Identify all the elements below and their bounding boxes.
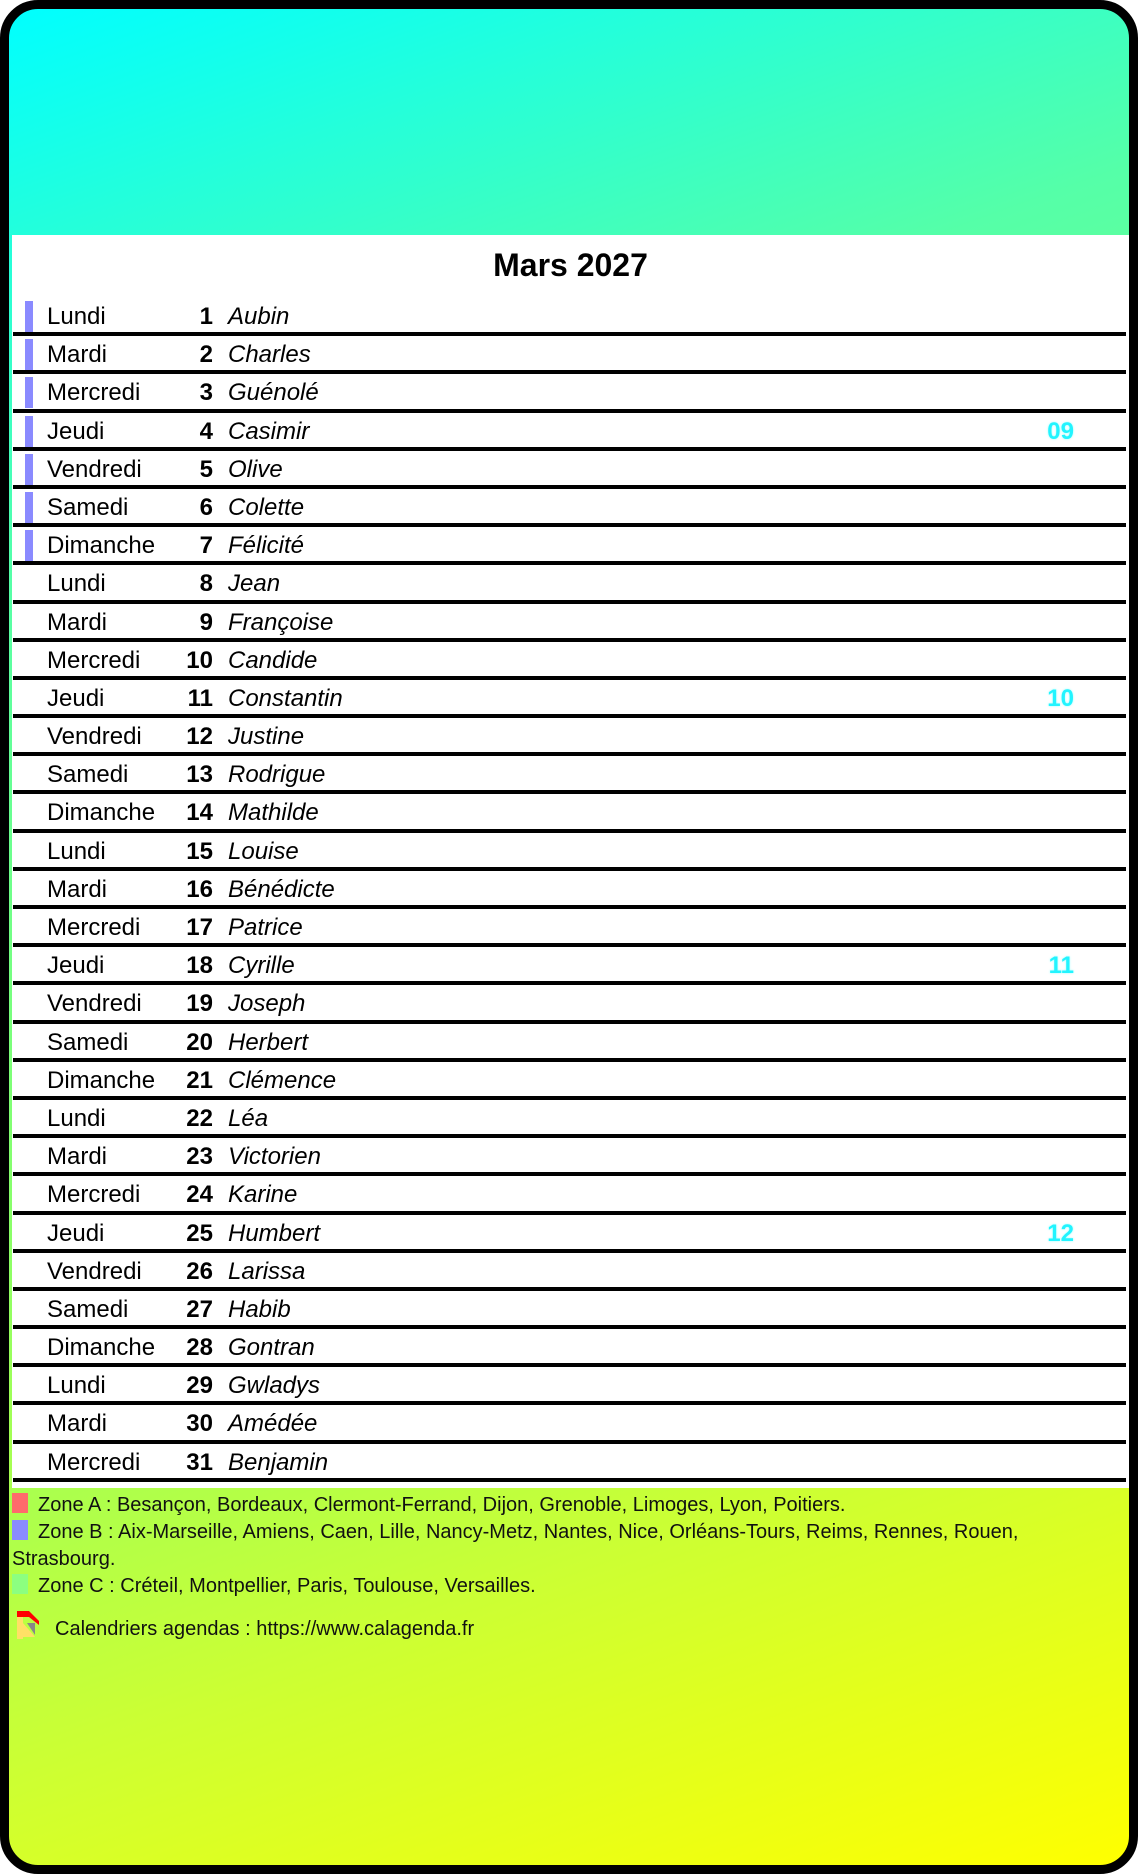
weekday-label: Samedi <box>47 1295 129 1323</box>
weekday-label: Lundi <box>47 1372 106 1400</box>
day-number: 9 <box>199 608 213 636</box>
weekday-label: Dimanche <box>47 1334 156 1362</box>
day-row <box>13 680 1126 718</box>
day-row <box>13 718 1126 756</box>
day-number: 6 <box>199 493 213 521</box>
saint-name: Justine <box>228 723 305 751</box>
day-row <box>13 833 1126 871</box>
day-number: 29 <box>186 1372 213 1400</box>
weekday-label: Vendredi <box>47 723 142 751</box>
day-number: 31 <box>186 1448 213 1476</box>
saint-name: Benjamin <box>228 1448 329 1476</box>
legend-zone-c <box>12 1573 1122 1600</box>
zone-b-swatch-icon <box>12 1520 28 1540</box>
saint-name: Guénolé <box>228 379 319 407</box>
weekday-label: Mardi <box>47 608 108 636</box>
day-row <box>13 489 1126 527</box>
day-row <box>13 985 1126 1023</box>
day-row <box>13 1329 1126 1367</box>
day-list <box>12 298 1129 1482</box>
day-row <box>13 947 1126 985</box>
day-row <box>13 604 1126 642</box>
saint-name: Léa <box>228 1104 269 1132</box>
saint-name: Rodrigue <box>228 761 326 789</box>
day-row <box>13 1138 1126 1176</box>
day-row <box>13 909 1126 947</box>
day-number: 1 <box>199 303 213 330</box>
saint-name: Karine <box>228 1181 298 1209</box>
day-number: 20 <box>186 1028 213 1056</box>
saint-name: Casimir <box>228 417 310 445</box>
day-row <box>13 756 1126 794</box>
day-row <box>13 1291 1126 1329</box>
weekday-label: Mercredi <box>47 914 141 941</box>
zone-a-swatch-icon <box>12 1493 28 1513</box>
saint-name: Candide <box>228 646 318 674</box>
saint-name: Humbert <box>228 1219 321 1247</box>
weekday-label: Mardi <box>47 875 108 903</box>
weekday-label: Samedi <box>47 493 129 521</box>
site-credit[interactable] <box>15 1609 474 1641</box>
month-panel <box>12 235 1129 1488</box>
holiday-zones-legend <box>12 1492 1122 1600</box>
day-row <box>13 413 1126 451</box>
day-number: 14 <box>186 799 213 827</box>
weekday-label: Vendredi <box>47 455 142 483</box>
day-row <box>13 1024 1126 1062</box>
day-number: 21 <box>186 1066 213 1094</box>
weekday-label: Jeudi <box>47 417 105 445</box>
zone-b-holiday-marker-icon <box>25 377 33 408</box>
day-number: 15 <box>186 837 213 865</box>
day-row <box>13 527 1126 565</box>
day-row <box>13 794 1126 832</box>
saint-name: Larissa <box>228 1257 306 1285</box>
day-row <box>13 1100 1126 1138</box>
weekday-label: Lundi <box>47 837 106 865</box>
weekday-label: Jeudi <box>47 952 105 980</box>
saint-name: Françoise <box>228 608 334 636</box>
weekday-label: Vendredi <box>47 990 142 1018</box>
day-number: 24 <box>186 1181 213 1209</box>
day-number: 18 <box>186 952 213 980</box>
weekday-label: Lundi <box>47 1104 106 1132</box>
day-row <box>13 1253 1126 1291</box>
weekday-label: Jeudi <box>47 684 105 712</box>
weekday-label: Jeudi <box>47 1219 105 1247</box>
day-number: 19 <box>186 990 213 1018</box>
saint-name: Constantin <box>228 684 343 712</box>
day-row <box>13 1367 1126 1405</box>
day-row <box>13 1444 1126 1482</box>
saint-name: Patrice <box>228 914 303 941</box>
day-row <box>13 1062 1126 1100</box>
saint-name: Victorien <box>228 1143 321 1171</box>
saint-name: Olive <box>228 455 283 483</box>
weekday-label: Lundi <box>47 570 106 598</box>
weekday-label: Lundi <box>47 303 106 330</box>
zone-b-holiday-marker-icon <box>25 530 33 561</box>
weekday-label: Dimanche <box>47 799 156 827</box>
day-number: 11 <box>187 684 213 712</box>
week-number: 09 <box>1047 417 1074 445</box>
saint-name: Amédée <box>228 1410 318 1438</box>
weekday-label: Mardi <box>47 341 108 369</box>
week-number: 10 <box>1047 684 1074 712</box>
weekday-label: Vendredi <box>47 1257 142 1285</box>
day-number: 26 <box>186 1257 213 1285</box>
weekday-label: Dimanche <box>47 532 156 560</box>
day-number: 13 <box>186 761 213 789</box>
saint-name: Gontran <box>228 1334 315 1362</box>
zone-b-holiday-marker-icon <box>25 416 33 447</box>
weekday-label: Mercredi <box>47 646 141 674</box>
saint-name: Clémence <box>228 1066 337 1094</box>
saint-name: Aubin <box>228 303 290 330</box>
site-credit-text[interactable]: Calendriers agendas : https://www.calagenda.fr <box>55 1618 475 1640</box>
day-number: 23 <box>186 1143 213 1171</box>
day-number: 10 <box>186 646 213 674</box>
zone-b-holiday-marker-icon <box>25 492 33 523</box>
day-row <box>13 374 1126 412</box>
day-number: 5 <box>199 455 213 483</box>
day-number: 25 <box>186 1219 213 1247</box>
saint-name: Cyrille <box>228 952 295 980</box>
day-number: 28 <box>186 1334 213 1362</box>
day-number: 27 <box>186 1295 213 1323</box>
day-number: 22 <box>186 1104 213 1132</box>
month-title: Mars 2027 <box>493 247 648 283</box>
day-number: 4 <box>199 417 213 445</box>
saint-name: Félicité <box>228 532 305 560</box>
week-number: 11 <box>1048 952 1074 980</box>
saint-name: Louise <box>228 837 299 865</box>
weekday-label: Mercredi <box>47 1448 141 1476</box>
weekday-label: Mercredi <box>47 1181 141 1209</box>
saint-name: Habib <box>228 1295 291 1323</box>
zone-a-text: Zone A : Besançon, Bordeaux, Clermont-Ferrand, Dijon, Grenoble, Limoges, Lyon, Poitiers. <box>38 1494 846 1516</box>
day-row <box>13 1215 1126 1253</box>
zone-b-holiday-marker-icon <box>25 301 33 332</box>
day-row <box>13 642 1126 680</box>
day-row <box>13 451 1126 489</box>
day-row <box>13 871 1126 909</box>
day-row <box>13 298 1126 336</box>
day-number: 16 <box>186 875 213 903</box>
zone-b-holiday-marker-icon <box>25 339 33 370</box>
weekday-label: Dimanche <box>47 1066 156 1094</box>
zone-c-swatch-icon <box>12 1574 28 1594</box>
day-row <box>13 1176 1126 1214</box>
day-number: 2 <box>199 341 213 369</box>
day-number: 8 <box>199 570 213 598</box>
week-number: 12 <box>1047 1219 1074 1247</box>
zone-b-holiday-marker-icon <box>25 454 33 485</box>
zone-b-text: Zone B : Aix-Marseille, Amiens, Caen, Lille, Nancy-Metz, Nantes, Nice, Orléans-Tours, Reims, Rennes, Rouen, Strasbourg. <box>12 1521 1019 1570</box>
saint-name: Jean <box>228 570 281 598</box>
day-number: 7 <box>199 532 213 560</box>
day-row <box>13 565 1126 603</box>
calagenda-logo-icon <box>15 1609 41 1641</box>
weekday-label: Mardi <box>47 1410 108 1438</box>
saint-name: Mathilde <box>228 799 319 827</box>
day-row <box>13 1405 1126 1443</box>
day-number: 12 <box>186 723 213 751</box>
saint-name: Charles <box>228 341 311 369</box>
saint-name: Bénédicte <box>228 875 335 903</box>
day-number: 17 <box>186 914 213 941</box>
saint-name: Colette <box>228 493 305 521</box>
legend-zone-a <box>12 1492 1122 1519</box>
weekday-label: Samedi <box>47 1028 129 1056</box>
weekday-label: Mercredi <box>47 379 141 407</box>
saint-name: Joseph <box>228 990 306 1018</box>
saint-name: Herbert <box>228 1028 309 1056</box>
weekday-label: Samedi <box>47 761 129 789</box>
day-row <box>13 336 1126 374</box>
legend-zone-b <box>12 1519 1122 1573</box>
day-number: 3 <box>199 379 213 407</box>
saint-name: Gwladys <box>228 1372 321 1400</box>
zone-c-text: Zone C : Créteil, Montpellier, Paris, Toulouse, Versailles. <box>38 1575 536 1597</box>
weekday-label: Mardi <box>47 1143 108 1171</box>
day-number: 30 <box>186 1410 213 1438</box>
